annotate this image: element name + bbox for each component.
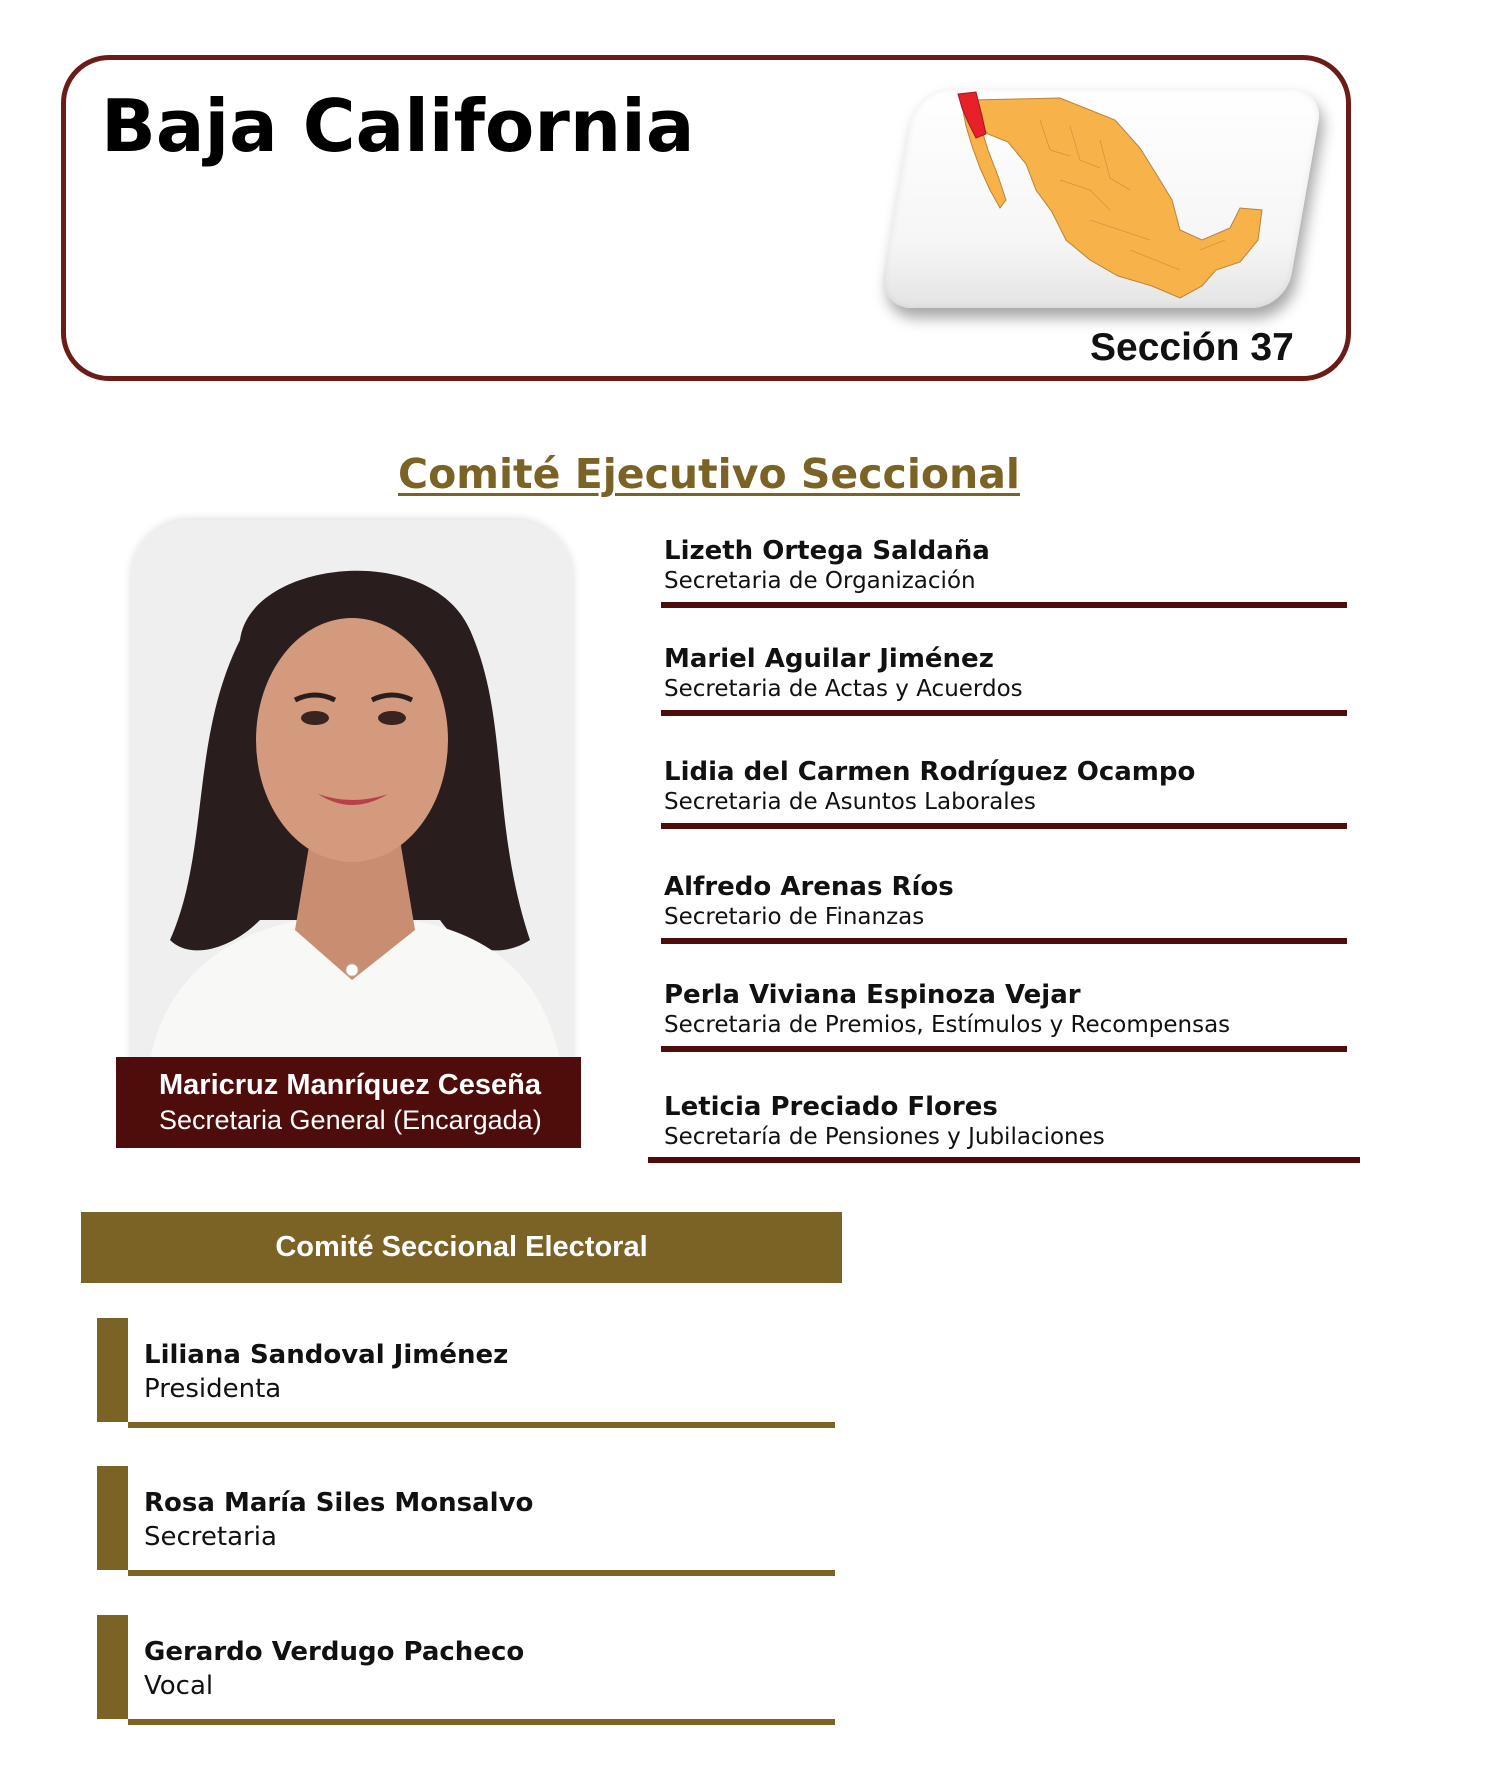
- executive-member: [664, 872, 1344, 932]
- member-accent-bar: [97, 1318, 128, 1422]
- member-role: Secretaría de Pensiones y Jubilaciones: [664, 1124, 1105, 1150]
- member-role: Secretaria de Actas y Acuerdos: [664, 676, 1023, 702]
- state-title: Baja California: [101, 84, 695, 168]
- executive-committee-title: Comité Ejecutivo Seccional: [398, 450, 1020, 498]
- executive-member: [664, 980, 1344, 1040]
- member-divider: [661, 1046, 1347, 1052]
- member-divider: [648, 1157, 1360, 1163]
- executive-member: [664, 757, 1344, 817]
- leader-nameplate: [116, 1057, 581, 1148]
- leader-photo: [130, 520, 574, 1060]
- member-name: Leticia Preciado Flores: [664, 1092, 998, 1122]
- executive-member: [664, 536, 1344, 596]
- member-divider: [661, 710, 1347, 716]
- member-name: Alfredo Arenas Ríos: [664, 872, 954, 902]
- member-divider: [661, 938, 1347, 944]
- leader-name: Maricruz Manríquez Ceseña: [159, 1069, 541, 1101]
- electoral-committee-banner: Comité Seccional Electoral: [81, 1212, 842, 1283]
- member-accent-bar: [97, 1615, 128, 1719]
- member-role: Secretaria de Premios, Estímulos y Recompensas: [664, 1012, 1231, 1038]
- member-name: Lizeth Ortega Saldaña: [664, 536, 990, 566]
- member-name: Lidia del Carmen Rodríguez Ocampo: [664, 757, 1196, 787]
- portrait-icon: [130, 520, 574, 1060]
- leader-role: Secretaria General (Encargada): [159, 1105, 542, 1135]
- executive-member: [664, 1092, 1344, 1152]
- mexico-mainland: [970, 98, 1262, 298]
- member-name: Rosa María Siles Monsalvo: [144, 1488, 534, 1518]
- member-name: Gerardo Verdugo Pacheco: [144, 1637, 525, 1667]
- electoral-member: [97, 1318, 835, 1428]
- executive-member: [664, 644, 1344, 704]
- member-divider: [661, 602, 1347, 608]
- member-divider: [128, 1719, 835, 1725]
- member-divider: [128, 1422, 835, 1428]
- member-divider: [128, 1570, 835, 1576]
- member-role: Secretaria: [144, 1522, 277, 1552]
- member-role: Secretario de Finanzas: [664, 904, 925, 930]
- electoral-member: [97, 1466, 835, 1576]
- section-number: Sección 37: [1090, 326, 1294, 369]
- member-name: Perla Viviana Espinoza Vejar: [664, 980, 1081, 1010]
- member-role: Vocal: [144, 1671, 214, 1701]
- member-accent-bar: [97, 1466, 128, 1570]
- member-divider: [661, 823, 1347, 829]
- member-role: Presidenta: [144, 1374, 282, 1404]
- mexico-map-icon: [940, 90, 1270, 305]
- electoral-member: [97, 1615, 835, 1725]
- member-role: Secretaria de Asuntos Laborales: [664, 789, 1036, 815]
- baja-california-highlight: [958, 92, 986, 138]
- member-name: Mariel Aguilar Jiménez: [664, 644, 994, 674]
- member-role: Secretaria de Organización: [664, 568, 976, 594]
- member-name: Liliana Sandoval Jiménez: [144, 1340, 509, 1370]
